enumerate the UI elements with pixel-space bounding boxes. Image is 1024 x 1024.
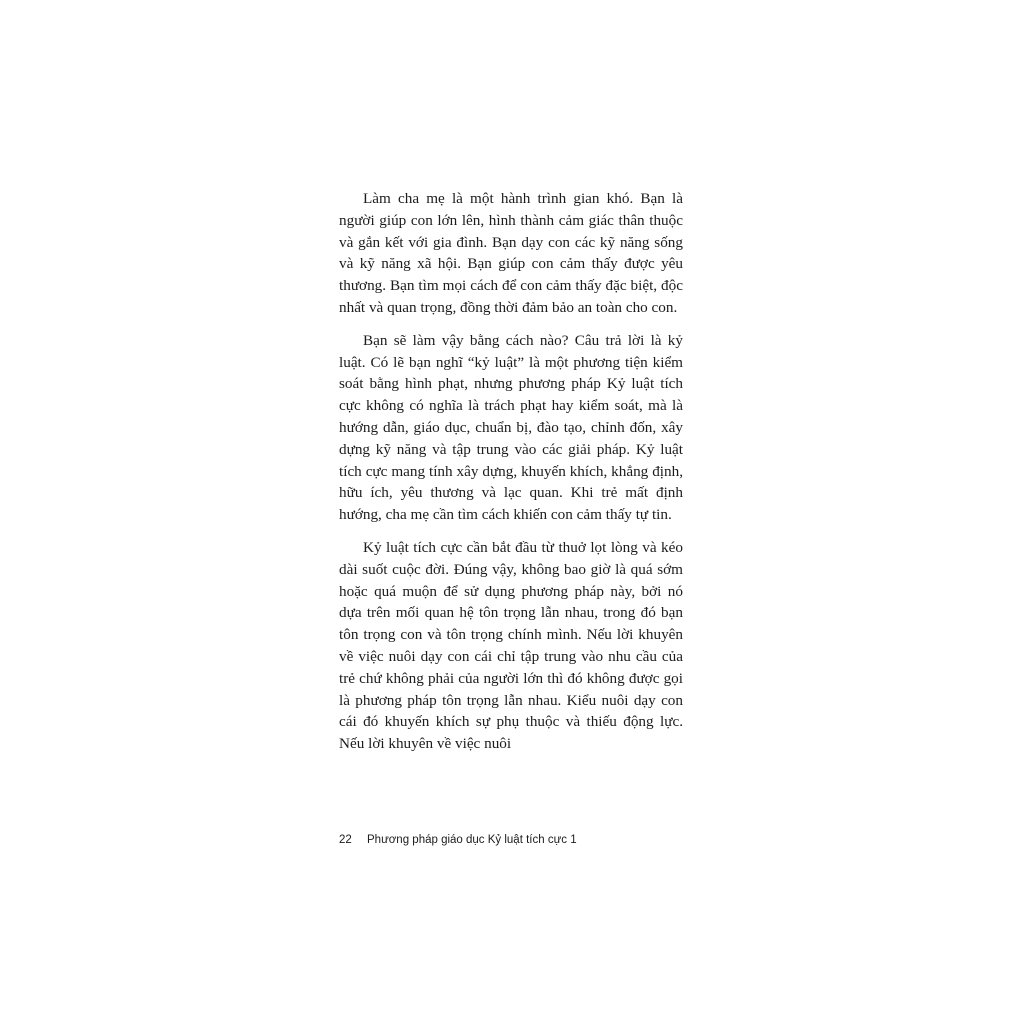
running-title: Phương pháp giáo dục Kỷ luật tích cực 1	[367, 834, 577, 846]
page-number: 22	[339, 834, 352, 846]
body-text	[339, 188, 683, 766]
paragraph-2: Bạn sẽ làm vậy bằng cách nào? Câu trả lời là kỷ luật. Có lẽ bạn nghĩ “kỷ luật” là một phương tiện kiểm soát bằng hình phạt, nhưng phương pháp Kỷ luật tích cực không có nghĩa là trách phạt hay kiểm soát, mà là hướng dẫn, giáo dục, chuẩn bị, đào tạo, chỉnh đốn, xây dựng kỹ năng và tập trung vào các giải pháp. Kỷ luật tích cực mang tính xây dựng, khuyến khích, khẳng định, hữu ích, yêu thương và lạc quan. Khi trẻ mất định hướng, cha mẹ cần tìm cách khiến con cảm thấy tự tin.	[339, 331, 683, 524]
page-footer	[339, 834, 577, 846]
paragraph-1: Làm cha mẹ là một hành trình gian khó. Bạn là người giúp con lớn lên, hình thành cảm giác thân thuộc và gắn kết với gia đình. Bạn dạy con các kỹ năng sống và kỹ năng xã hội. Bạn giúp con cảm thấy được yêu thương. Bạn tìm mọi cách để con cảm thấy đặc biệt, độc nhất và quan trọng, đồng thời đảm bảo an toàn cho con.	[339, 190, 683, 316]
paragraph-3: Kỷ luật tích cực cần bắt đầu từ thuở lọt lòng và kéo dài suốt cuộc đời. Đúng vậy, không bao giờ là quá sớm hoặc quá muộn để sử dụng phương pháp này, bởi nó dựa trên mối quan hệ tôn trọng lẫn nhau, trong đó bạn tôn trọng con và tôn trọng chính mình. Nếu lời khuyên về việc nuôi dạy con cái chỉ tập trung vào nhu cầu của trẻ chứ không phải của người lớn thì đó không được gọi là phương pháp tôn trọng lẫn nhau. Kiểu nuôi dạy con cái đó khuyến khích sự phụ thuộc và thiếu động lực. Nếu lời khuyên về việc nuôi	[339, 538, 683, 753]
